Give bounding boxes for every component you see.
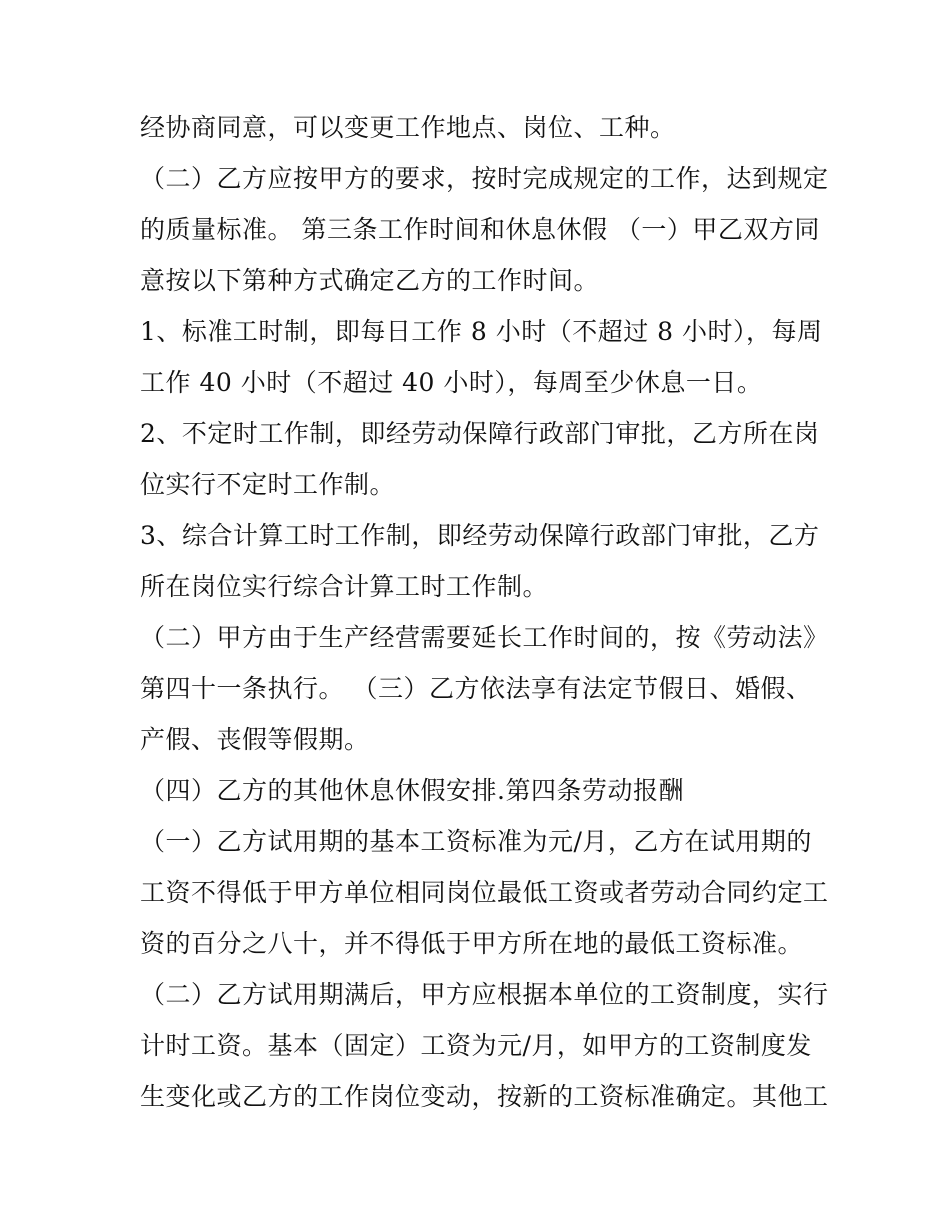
text-line: 的质量标准。 第三条工作时间和休息休假 （一）甲乙双方同	[140, 215, 820, 244]
text-line: 意按以下第种方式确定乙方的工作时间。	[140, 266, 600, 295]
text-line: 计时工资。基本（固定）工资为元/月，如甲方的工资制度发	[140, 1031, 812, 1060]
text-line: （二）甲方由于生产经营需要延长工作时间的，按《劳动法》	[140, 623, 829, 652]
text-line: 2、不定时工作制，即经劳动保障行政部门审批，乙方所在岗	[140, 419, 820, 448]
text-line: （二）乙方应按甲方的要求，按时完成规定的工作，达到规定	[140, 164, 829, 193]
text-line: （四）乙方的其他休息休假安排.第四条劳动报酬	[140, 776, 684, 805]
text-line: 3、综合计算工时工作制，即经劳动保障行政部门审批，乙方	[140, 521, 820, 550]
text-line: 工资不得低于甲方单位相同岗位最低工资或者劳动合同约定工	[140, 878, 829, 907]
text-line: （一）乙方试用期的基本工资标准为元/月，乙方在试用期的	[140, 827, 812, 856]
text-line: 产假、丧假等假期。	[140, 725, 370, 754]
text-line: 第四十一条执行。 （三）乙方依法享有法定节假日、婚假、	[140, 674, 812, 703]
text-line: 所在岗位实行综合计算工时工作制。	[140, 572, 549, 601]
text-line: 位实行不定时工作制。	[140, 470, 396, 499]
text-line: 1、标准工时制，即每日工作 8 小时（不超过 8 小时），每周	[140, 317, 823, 346]
text-line: 经协商同意，可以变更工作地点、岗位、工种。	[140, 113, 676, 142]
text-line: 生变化或乙方的工作岗位变动，按新的工资标准确定。其他工	[140, 1082, 829, 1111]
text-line: （二）乙方试用期满后，甲方应根据本单位的工资制度，实行	[140, 980, 829, 1009]
text-line: 工作 40 小时（不超过 40 小时），每周至少休息一日。	[140, 368, 763, 397]
text-line: 资的百分之八十，并不得低于甲方所在地的最低工资标准。	[140, 929, 804, 958]
